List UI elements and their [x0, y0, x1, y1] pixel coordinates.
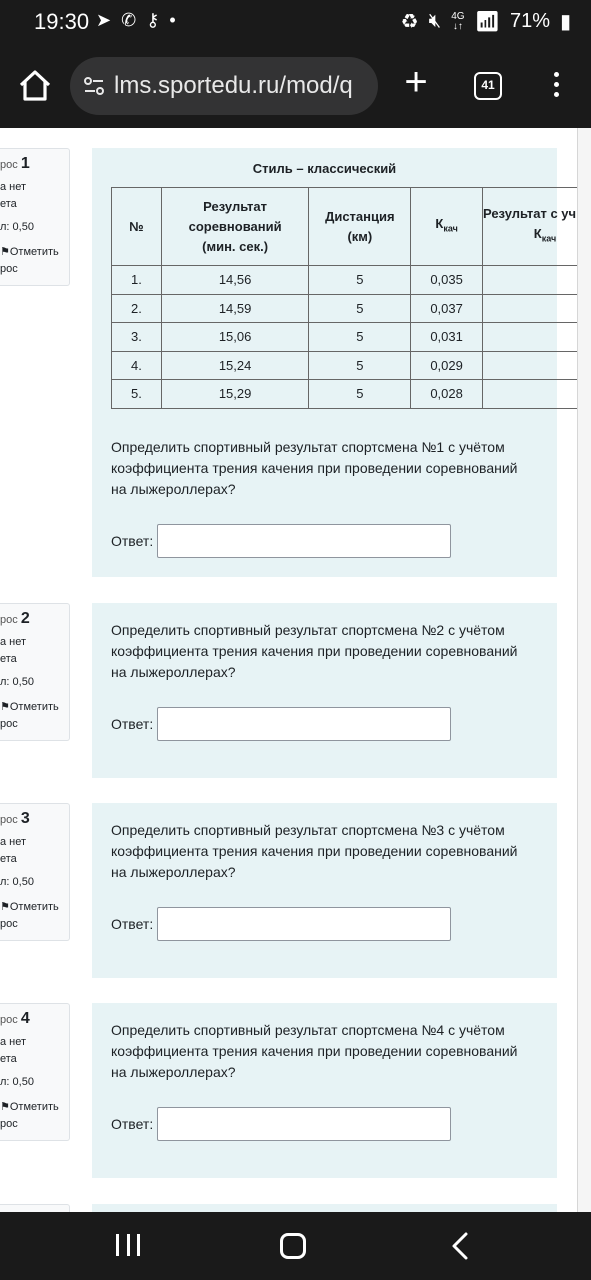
cell-adjusted	[482, 323, 577, 352]
cell-distance: 5	[309, 323, 411, 352]
network-type: 4G ↓↑	[451, 10, 465, 32]
question-content-4	[92, 1003, 557, 1178]
question-text: Определить спортивный результат спортсмена №3 с учётом коэффициента трения качения при проведении соревнований на лыжероллерах?	[111, 822, 518, 880]
question-number: рос 1	[0, 155, 30, 172]
url-text: lms.sportedu.ru/mod/q	[114, 72, 353, 99]
header-distance: Дистанция (км)	[309, 188, 411, 266]
home-nav-icon[interactable]	[280, 1233, 306, 1259]
table-title: Стиль – классический	[252, 161, 397, 176]
answer-input-2[interactable]	[157, 707, 451, 741]
question-content-1	[92, 148, 577, 577]
back-icon[interactable]	[446, 1230, 476, 1262]
question-status: а нет ета	[0, 636, 27, 665]
cell-result: 15,24	[161, 351, 309, 380]
dot-icon: •	[169, 10, 176, 30]
question-status: а нет ета	[0, 181, 27, 210]
cell-adjusted	[482, 351, 577, 380]
flag-question-link[interactable]: ⚑Отметить рос	[0, 701, 59, 730]
cell-distance: 5	[309, 351, 411, 380]
more-menu-icon[interactable]	[546, 70, 566, 102]
cell-num: 2.	[112, 294, 162, 323]
answer-row	[111, 707, 557, 741]
battery-level: 71%	[509, 10, 550, 32]
table-row	[112, 294, 578, 323]
notification-icons	[96, 10, 176, 31]
question-info-1	[0, 148, 70, 286]
question-content-3	[92, 803, 557, 978]
cell-distance: 5	[309, 380, 411, 409]
question-mark: л: 0,50	[0, 221, 34, 233]
system-icons	[401, 9, 571, 34]
question-number: рос 3	[0, 810, 30, 827]
cell-result: 14,56	[161, 266, 309, 295]
question-mark: л: 0,50	[0, 676, 34, 688]
cell-k: 0,028	[411, 380, 483, 409]
cell-adjusted	[482, 294, 577, 323]
header-result: Результат соревнований (мин. сек.)	[161, 188, 309, 266]
cell-adjusted	[482, 266, 577, 295]
recents-icon[interactable]	[116, 1234, 140, 1258]
cell-distance: 5	[309, 266, 411, 295]
question-content-2	[92, 603, 557, 778]
key-icon: ⚷	[146, 10, 160, 30]
table-row	[112, 323, 578, 352]
answer-label: Ответ:	[111, 1116, 154, 1132]
tab-switcher-button[interactable]: 41	[474, 72, 502, 100]
flag-question-link[interactable]: ⚑Отметить рос	[0, 1101, 59, 1130]
cell-k: 0,035	[411, 266, 483, 295]
page-content	[0, 128, 591, 1212]
answer-row	[111, 524, 557, 558]
header-kkach: $К_{кач}$	[411, 188, 483, 266]
browser-toolbar	[0, 44, 591, 128]
header-num: №	[112, 188, 162, 266]
battery-saver-icon: ♻	[400, 11, 419, 33]
cell-result: 14,59	[161, 294, 309, 323]
status-time: 19:30	[34, 9, 90, 34]
cell-num: 1.	[112, 266, 162, 295]
answer-label: Ответ:	[111, 916, 154, 932]
cell-result: 15,06	[161, 323, 309, 352]
table-row	[112, 380, 578, 409]
mute-icon: 🔇︎	[428, 10, 442, 32]
home-icon[interactable]	[16, 66, 54, 104]
question-number: рос 4	[0, 1010, 30, 1027]
answer-input-4[interactable]	[157, 1107, 451, 1141]
cell-num: 4.	[112, 351, 162, 380]
question-text: Определить спортивный результат спортсмена №2 с учётом коэффициента трения качения при проведении соревнований на лыжероллерах?	[111, 622, 518, 680]
site-settings-icon[interactable]	[82, 74, 106, 98]
status-bar	[0, 0, 591, 44]
question-mark: л: 0,50	[0, 876, 34, 888]
question-info-2	[0, 603, 70, 741]
question-mark: л: 0,50	[0, 1076, 34, 1088]
header-adjusted-result: Результат с уч $К_{кач}$	[482, 188, 577, 266]
answer-label: Ответ:	[111, 716, 154, 732]
cell-num: 5.	[112, 380, 162, 409]
signal-icon: 📶︎	[474, 11, 500, 33]
question-status: а нет ета	[0, 1036, 27, 1065]
battery-icon: ▮	[559, 11, 571, 33]
answer-row	[111, 1107, 557, 1141]
cell-result: 15,29	[161, 380, 309, 409]
question-info-4	[0, 1003, 70, 1141]
cell-distance: 5	[309, 294, 411, 323]
table-row	[112, 351, 578, 380]
cell-k: 0,031	[411, 323, 483, 352]
question-number: рос 2	[0, 610, 30, 627]
question-status: а нет ета	[0, 836, 27, 865]
table-header-row	[112, 188, 578, 266]
answer-input-3[interactable]	[157, 907, 451, 941]
cell-k: 0,037	[411, 294, 483, 323]
results-table	[111, 187, 578, 409]
system-nav-bar	[0, 1212, 591, 1280]
telegram-icon: ➤	[96, 10, 112, 30]
address-bar[interactable]	[70, 57, 378, 115]
flag-question-link[interactable]: ⚑Отметить рос	[0, 246, 59, 275]
whatsapp-icon: ✆	[121, 10, 137, 30]
table-row	[112, 266, 578, 295]
cell-adjusted	[482, 380, 577, 409]
question-info-3	[0, 803, 70, 941]
page-scroll-edge	[577, 128, 591, 1212]
cell-num: 3.	[112, 323, 162, 352]
cell-k: 0,029	[411, 351, 483, 380]
answer-row	[111, 907, 557, 941]
answer-label: Ответ:	[111, 532, 154, 549]
flag-question-link[interactable]: ⚑Отметить рос	[0, 901, 59, 930]
answer-input-1[interactable]	[157, 524, 451, 558]
question-text: Определить спортивный результат спортсмена №1 с учётом коэффициента трения качения при проведении соревнований на лыжероллерах?	[111, 438, 518, 497]
new-tab-icon[interactable]: +	[404, 60, 428, 104]
question-text: Определить спортивный результат спортсмена №4 с учётом коэффициента трения качения при проведении соревнований на лыжероллерах?	[111, 1022, 518, 1080]
